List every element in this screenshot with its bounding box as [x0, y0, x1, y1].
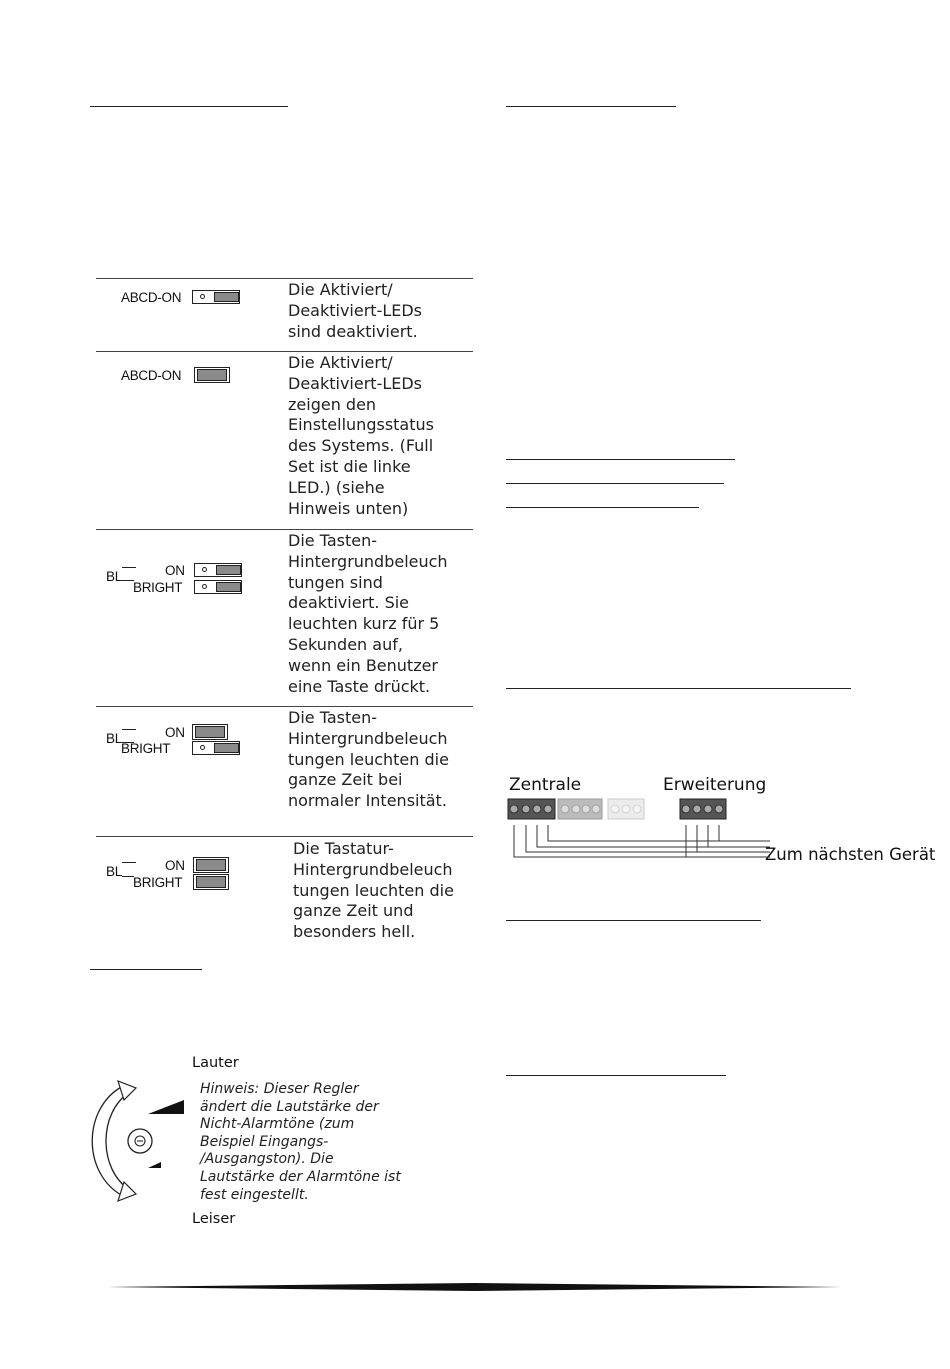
volume-dial-icon [88, 1078, 188, 1204]
switch-knob [195, 726, 225, 738]
wires [514, 825, 770, 857]
switch-label-on: ON [165, 858, 185, 873]
switch-label-on: ON [165, 725, 185, 740]
switch-knob [196, 859, 226, 871]
abcd-on-switch-on [194, 367, 230, 383]
switch-knob [216, 582, 241, 592]
row-2-description: Die Aktiviert/ Deaktiviert-LEDs zeigen den Einstellungsstatus des Systems. (Full Set ist die linke LED.) (siehe Hinweis unten) [288, 353, 434, 518]
table-line [96, 836, 473, 837]
on-switch-on [192, 724, 228, 740]
row-5-description: Die Tastatur- Hintergrundbeleuch tungen leuchten die ganze Zeit und besonders hell. [293, 839, 454, 942]
footer-rule [108, 1280, 842, 1294]
table-line [96, 351, 473, 352]
bright-switch-off [192, 741, 240, 755]
bright-switch-off [194, 580, 242, 594]
expansion-terminal-block [680, 799, 726, 819]
volume-hint: Hinweis: Dieser Regler ändert die Lautstärke der Nicht-Alarmtöne (zum Beispiel Eingangs- /Ausgangston). Die Lautstärke der Alarmtöne ist fest eingestellt. [200, 1081, 401, 1203]
switch-label-bl: BL [106, 569, 122, 584]
wiring-terminals-svg [500, 795, 770, 870]
switch-dot [200, 294, 205, 299]
table-line [96, 529, 473, 530]
bl-bracket [122, 862, 136, 863]
quieter-label: Leiser [192, 1211, 236, 1227]
heading-rule-left-2 [90, 969, 202, 970]
switch-knob [214, 292, 239, 302]
switch-dot [200, 745, 205, 750]
next-device-label: Zum nächsten Gerät [765, 845, 936, 864]
heading-rule-right-2 [506, 483, 724, 484]
heading-rule-left-top [90, 106, 288, 107]
switch-label-bright: BRIGHT [133, 580, 183, 595]
switch-knob [216, 565, 241, 575]
abcd-on-switch-off [192, 290, 240, 304]
bright-switch-on [193, 874, 229, 890]
switch-knob [196, 876, 226, 888]
switch-label-bl: BL [106, 864, 122, 879]
heading-rule-right-3 [506, 507, 699, 508]
row-3-description: Die Tasten- Hintergrundbeleuch tungen sind deaktiviert. Sie leuchten kurz für 5 Sekunden auf, wenn ein Benutzer eine Taste drückt. [288, 531, 448, 696]
panel-terminal-block [508, 799, 555, 819]
switch-label-bright: BRIGHT [133, 875, 183, 890]
switch-label-abcd-on: ABCD-ON [121, 368, 182, 383]
heading-rule-right-5 [506, 920, 761, 921]
switch-knob [197, 369, 227, 381]
bl-bracket [122, 729, 136, 730]
switch-label-bl: BL [106, 731, 122, 746]
heading-rule-right-6 [506, 1075, 726, 1076]
bl-bracket [122, 567, 136, 568]
switch-label-bright: BRIGHT [121, 741, 171, 756]
table-line [96, 706, 473, 707]
switch-dot [202, 584, 207, 589]
switch-label-abcd-on: ABCD-ON [121, 290, 182, 305]
heading-rule-right-top [506, 106, 676, 107]
louder-label: Lauter [192, 1055, 239, 1071]
switch-label-on: ON [165, 563, 185, 578]
panel-label: Zentrale [509, 775, 582, 795]
heading-rule-right-4 [506, 688, 851, 689]
row-4-description: Die Tasten- Hintergrundbeleuch tungen leuchten die ganze Zeit bei normaler Intensität. [288, 708, 449, 811]
on-switch-on [193, 857, 229, 873]
heading-rule-right-1 [506, 459, 735, 460]
switch-knob [214, 743, 239, 753]
table-line [96, 278, 473, 279]
row-1-description: Die Aktiviert/ Deaktiviert-LEDs sind deaktiviert. [288, 280, 423, 341]
switch-dot [202, 567, 207, 572]
expansion-label: Erweiterung [663, 775, 767, 795]
on-switch-off [194, 563, 242, 577]
unused-terminal-block [558, 799, 644, 819]
